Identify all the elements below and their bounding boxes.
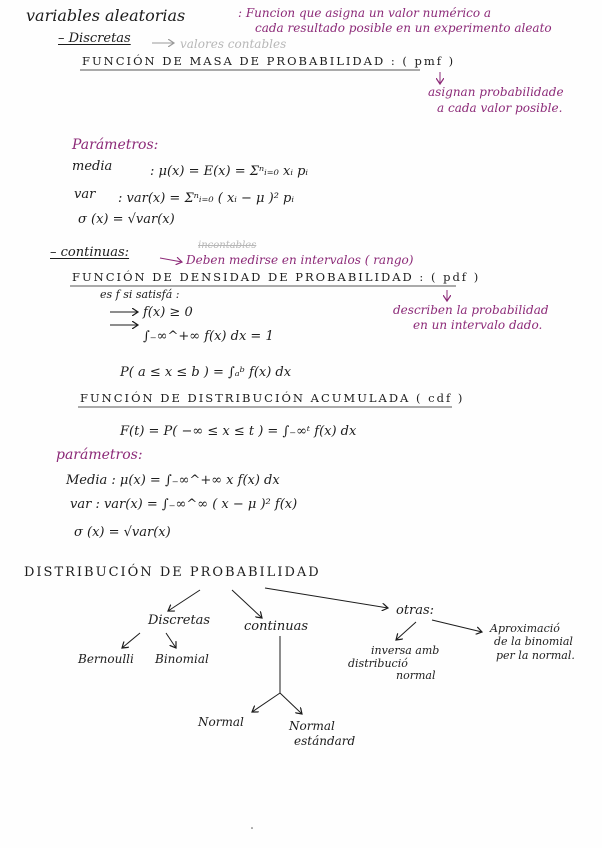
var-label: var <box>74 187 96 202</box>
node-aprox-line-2: de la binomial <box>494 635 573 648</box>
node-aprox-line-3: per la normal. <box>496 649 575 662</box>
media-formula-continuas: Media : μ(x) = ∫₋∞^+∞ x f(x) dx <box>66 473 280 488</box>
pmf-note-line-2: a cada valor posible. <box>437 101 563 115</box>
arrow-to-bernoulli <box>122 633 140 648</box>
params-title-continuas: parámetros: <box>56 447 143 463</box>
node-aprox-line-1: Aproximació <box>490 622 560 635</box>
cdf-title: FUNCIÓN DE DISTRIBUCIÓN ACUMULADA ( cdf ) <box>80 391 465 405</box>
arrow-to-normal <box>252 693 280 712</box>
arrow-to-normal-std <box>280 693 302 714</box>
pmf-title: FUNCIÓN DE MASA DE PROBABILIDAD : ( pmf ) <box>82 54 456 68</box>
media-label: media <box>72 159 113 174</box>
arrow-to-aprox <box>432 620 482 632</box>
node-normal-std-line-2: estándard <box>294 734 356 748</box>
node-binomial: Binomial <box>155 652 209 666</box>
discretas-note: valores contables <box>180 37 287 51</box>
node-bernoulli: Bernoulli <box>78 652 134 666</box>
params-title-discretas: Parámetros: <box>72 137 159 153</box>
node-normal: Normal <box>198 715 244 729</box>
pdf-note-line-1: describen la probabilidad <box>393 303 549 317</box>
var-formula: : var(x) = Σⁿᵢ₌₀ ( xᵢ − μ )² pᵢ <box>118 191 294 206</box>
arrow-to-continuas <box>232 590 262 618</box>
pmf-note-line-1: asignan probabilidade <box>428 85 564 99</box>
section-title-distribucion: DISTRIBUCIÓN DE PROBABILIDAD <box>24 565 321 580</box>
pdf-cond-1: f(x) ≥ 0 <box>143 305 193 320</box>
pdf-note-line-2: en un intervalo dado. <box>413 318 543 332</box>
arrow-to-otras <box>265 588 388 608</box>
pdf-cond-2: ∫₋∞^+∞ f(x) dx = 1 <box>143 329 274 344</box>
media-formula: : μ(x) = E(x) = Σⁿᵢ₌₀ xᵢ pᵢ <box>150 164 309 179</box>
prob-formula: P( a ≤ x ≤ b ) = ∫ₐᵇ f(x) dx <box>120 365 292 380</box>
pdf-title: FUNCIÓN DE DENSIDAD DE PROBABILIDAD : ( pdf ) <box>72 270 481 284</box>
sd-formula-continuas: σ (x) = √var(x) <box>74 525 171 540</box>
node-inversa-line-1: inversa amb <box>371 644 440 657</box>
node-inversa-line-3: normal <box>396 669 436 682</box>
node-inversa-line-2: distribució <box>348 657 408 670</box>
continuas-label: – continuas: <box>50 245 130 260</box>
sd-formula-discretas: σ (x) = √var(x) <box>78 212 175 227</box>
section-title-variables: variables aleatorias <box>26 6 186 25</box>
node-otras: otras: <box>396 603 435 618</box>
arrow-to-binomial <box>166 633 176 648</box>
var-formula-continuas: var : var(x) = ∫₋∞^∞ ( x − μ )² f(x) <box>70 497 298 512</box>
pdf-condition: es f si satisfá : <box>100 288 180 301</box>
arrow-to-inversa <box>396 622 416 640</box>
node-continuas: continuas <box>244 619 309 634</box>
cdf-formula: F(t) = P( −∞ ≤ x ≤ t ) = ∫₋∞ᵗ f(x) dx <box>120 424 357 439</box>
node-normal-std-line-1: Normal <box>289 719 335 733</box>
stray-mark <box>251 827 253 829</box>
arrow-continuas-note <box>160 258 182 262</box>
arrow-to-discretas <box>168 590 200 611</box>
definition-line-1: : Funcion que asigna un valor numérico a <box>238 6 492 20</box>
definition-line-2: cada resultado posible en un experimento aleato <box>255 21 552 35</box>
continuas-note: Deben medirse en intervalos ( rango) <box>186 253 414 267</box>
discretas-label: – Discretas <box>58 31 131 46</box>
continuas-crossed-note: incontables <box>198 240 257 251</box>
node-discretas: Discretas <box>148 613 211 628</box>
